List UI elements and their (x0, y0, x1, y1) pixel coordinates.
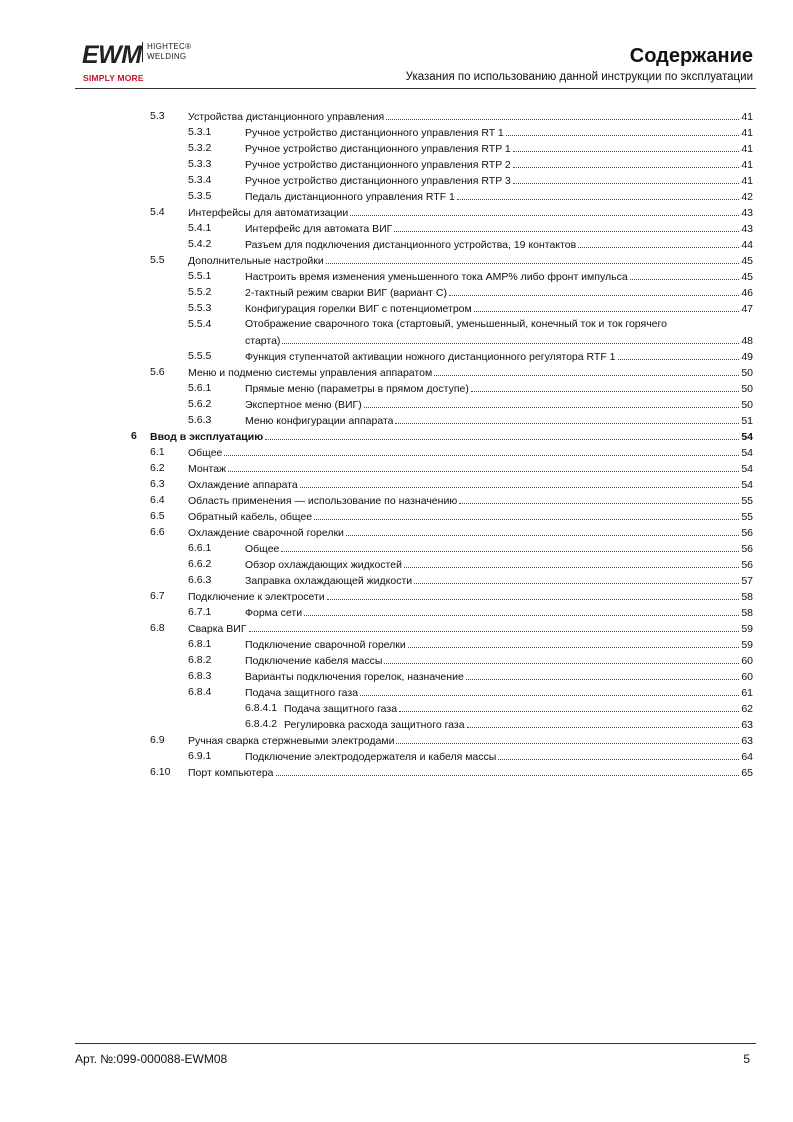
toc-entry-title: Подача защитного газа (245, 687, 359, 699)
toc-entry-number: 6.6.2 (188, 558, 212, 570)
toc-entry-title: Форма сети (245, 607, 303, 619)
header-divider (75, 88, 756, 89)
dot-leader (314, 508, 739, 520)
toc-entry-title: Подключение сварочной горелки (245, 639, 406, 651)
page-number: 5 (743, 1052, 750, 1066)
toc-entry-number: 6.4 (150, 494, 165, 506)
footer-divider (75, 1043, 756, 1044)
toc-entry[interactable] (0, 556, 793, 572)
dot-leader (350, 204, 739, 216)
toc-entry[interactable] (0, 124, 793, 140)
dot-leader (399, 700, 739, 712)
toc-entry-page: 54 (741, 431, 753, 443)
dot-leader (506, 124, 740, 136)
toc-entry[interactable] (0, 188, 793, 204)
toc-entry[interactable] (0, 284, 793, 300)
toc-entry[interactable] (0, 204, 793, 220)
dot-leader (395, 412, 739, 424)
toc-entry-page: 58 (741, 607, 753, 619)
dot-leader (228, 460, 739, 472)
toc-entry[interactable] (0, 364, 793, 380)
toc-entry-page: 47 (741, 303, 753, 315)
toc-entry-page: 45 (741, 255, 753, 267)
toc-entry-number: 6.2 (150, 462, 165, 474)
dot-leader (466, 668, 740, 680)
dot-leader (396, 732, 739, 744)
toc-entry-title: Меню и подменю системы управления аппаратом (188, 367, 433, 379)
dot-leader (386, 108, 739, 120)
toc-entry-number: 5.6.3 (188, 414, 212, 426)
toc-entry-number: 5.3.5 (188, 190, 212, 202)
toc-entry-number: 6.6.3 (188, 574, 212, 586)
toc-entry-page: 64 (741, 751, 753, 763)
toc-entry-number: 6.8.1 (188, 638, 212, 650)
toc-entry-title: Функция ступенчатой активации ножного дистанционного регулятора RTF 1 (245, 351, 616, 363)
dot-leader (364, 396, 740, 408)
toc-entry-title: Экспертное меню (ВИГ) (245, 399, 362, 411)
dot-leader (414, 572, 739, 584)
toc-entry-number: 5.6 (150, 366, 165, 378)
toc-entry-number: 6.7.1 (188, 606, 212, 618)
dot-leader (224, 444, 739, 456)
toc-entry-page: 54 (741, 447, 753, 459)
toc-entry-title: Область применения — использование по назначению (188, 495, 458, 507)
dot-leader (513, 172, 740, 184)
toc-entry-page: 55 (741, 511, 753, 523)
dot-leader (578, 236, 739, 248)
dot-leader (360, 684, 739, 696)
toc-entry-page: 50 (741, 399, 753, 411)
toc-entry-title: Охлаждение аппарата (188, 479, 298, 491)
toc-entry-page: 63 (741, 719, 753, 731)
toc-entry[interactable] (0, 620, 793, 636)
toc-entry-title: Дополнительные настройки (188, 255, 324, 267)
toc-entry-title: Порт компьютера (188, 767, 274, 779)
toc-entry[interactable] (0, 652, 793, 668)
logo-wordmark: EWM (82, 41, 142, 69)
toc-entry-page: 41 (741, 159, 753, 171)
toc-entry[interactable] (0, 396, 793, 412)
toc-entry-number: 5.5.5 (188, 350, 212, 362)
dot-leader (449, 284, 739, 296)
toc-entry[interactable] (0, 300, 793, 316)
dot-leader (467, 716, 740, 728)
toc-entry-title: Сварка ВИГ (188, 623, 247, 635)
toc-entry[interactable] (0, 412, 793, 428)
toc-entry-title: Подключение электрододержателя и кабеля массы (245, 751, 497, 763)
toc-entry[interactable] (0, 220, 793, 236)
toc-entry-title: Подача защитного газа (284, 703, 398, 715)
toc-entry[interactable] (0, 428, 793, 444)
toc-entry[interactable] (0, 540, 793, 556)
dot-leader (471, 380, 739, 392)
table-of-contents (0, 108, 793, 780)
dot-leader (265, 428, 739, 440)
dot-leader (404, 556, 739, 568)
dot-leader (457, 188, 739, 200)
dot-leader (630, 268, 740, 280)
toc-entry-page: 56 (741, 559, 753, 571)
toc-entry-title: Настроить время изменения уменьшенного тока AMP% либо фронт импульса (245, 271, 628, 283)
toc-entry-number: 5.3.4 (188, 174, 212, 186)
toc-entry-title: Ручное устройство дистанционного управления RT 1 (245, 127, 504, 139)
toc-entry-title: Педаль дистанционного управления RTF 1 (245, 191, 455, 203)
toc-entry[interactable] (0, 748, 793, 764)
toc-entry-page: 43 (741, 223, 753, 235)
toc-entry-title: Меню конфигурации аппарата (245, 415, 394, 427)
toc-entry-page: 54 (741, 479, 753, 491)
dot-leader (618, 348, 740, 360)
toc-entry[interactable] (0, 604, 793, 620)
toc-entry-page: 59 (741, 639, 753, 651)
toc-entry-number: 5.5.2 (188, 286, 212, 298)
toc-entry[interactable] (0, 268, 793, 284)
toc-entry-page: 55 (741, 495, 753, 507)
toc-entry[interactable] (0, 588, 793, 604)
toc-entry-page: 51 (741, 415, 753, 427)
toc-entry-title: Охлаждение сварочной горелки (188, 527, 344, 539)
page-subtitle: Указания по использованию данной инструкции по эксплуатации (405, 71, 753, 83)
toc-entry-number: 5.6.2 (188, 398, 212, 410)
dot-leader (281, 540, 739, 552)
toc-entry-number: 6.5 (150, 510, 165, 522)
toc-entry-title: Варианты подключения горелок, назначение (245, 671, 464, 683)
logo-line-1: HIGHTEC® (147, 42, 192, 51)
toc-entry-page: 50 (741, 383, 753, 395)
dot-leader (513, 156, 740, 168)
toc-entry[interactable] (0, 348, 793, 364)
toc-entry-number: 6.1 (150, 446, 165, 458)
toc-entry-page: 65 (741, 767, 753, 779)
toc-entry-number: 5.5.1 (188, 270, 212, 282)
toc-entry[interactable] (0, 316, 793, 348)
logo-hightec-welding (142, 42, 191, 62)
dot-leader (276, 764, 740, 776)
toc-entry-page: 43 (741, 207, 753, 219)
toc-entry[interactable] (0, 700, 793, 716)
toc-entry[interactable] (0, 444, 793, 460)
dot-leader (304, 604, 739, 616)
toc-entry-title: Ручная сварка стержневыми электродами (188, 735, 395, 747)
toc-entry-number: 6.8.2 (188, 654, 212, 666)
toc-entry-page: 48 (741, 335, 753, 347)
toc-entry-number: 6.10 (150, 766, 171, 778)
toc-entry-title: Заправка охлаждающей жидкости (245, 575, 413, 587)
article-number: Арт. №:099-000088-EWM08 (75, 1052, 228, 1066)
toc-entry-title: Общее (245, 543, 280, 555)
toc-entry-title: Ввод в эксплуатацию (150, 431, 264, 443)
toc-entry-page: 41 (741, 127, 753, 139)
toc-entry-page: 56 (741, 543, 753, 555)
toc-entry[interactable] (0, 492, 793, 508)
toc-entry-number: 6.9 (150, 734, 165, 746)
toc-entry[interactable] (0, 684, 793, 700)
dot-leader (434, 364, 739, 376)
toc-entry[interactable] (0, 508, 793, 524)
toc-entry-title: Конфигурация горелки ВИГ с потенциометром (245, 303, 472, 315)
toc-entry[interactable] (0, 236, 793, 252)
toc-entry-page: 61 (741, 687, 753, 699)
logo-slogan: SIMPLY MORE (83, 73, 144, 83)
toc-entry-page: 41 (741, 175, 753, 187)
toc-entry-title: Монтаж (188, 463, 227, 475)
toc-entry[interactable] (0, 732, 793, 748)
dot-leader (327, 588, 740, 600)
toc-entry-number: 5.4.2 (188, 238, 212, 250)
toc-entry-title: Интерфейсы для автоматизации (188, 207, 349, 219)
toc-entry-page: 58 (741, 591, 753, 603)
toc-entry-page: 42 (741, 191, 753, 203)
toc-entry-title: Отображение сварочного тока (стартовый, уменьшенный, конечный ток и ток горячего (245, 318, 667, 330)
toc-entry[interactable] (0, 108, 793, 124)
toc-entry-number: 5.5 (150, 254, 165, 266)
toc-entry-page: 60 (741, 671, 753, 683)
dot-leader (498, 748, 739, 760)
dot-leader (282, 332, 739, 344)
dot-leader (249, 620, 740, 632)
toc-entry[interactable] (0, 476, 793, 492)
toc-entry[interactable] (0, 172, 793, 188)
toc-entry-title: Прямые меню (параметры в прямом доступе) (245, 383, 469, 395)
toc-entry-page: 46 (741, 287, 753, 299)
toc-entry-page: 45 (741, 271, 753, 283)
toc-entry-title: Устройства дистанционного управления (188, 111, 385, 123)
ewm-logo (82, 40, 202, 86)
toc-entry-number: 6 (131, 430, 137, 442)
dot-leader (459, 492, 739, 504)
dot-leader (346, 524, 739, 536)
toc-entry-number: 5.6.1 (188, 382, 212, 394)
toc-entry-title: Подключение кабеля массы (245, 655, 383, 667)
dot-leader (513, 140, 740, 152)
toc-entry-page: 62 (741, 703, 753, 715)
toc-entry-title: Обратный кабель, общее (188, 511, 313, 523)
toc-entry-number: 5.3.2 (188, 142, 212, 154)
toc-entry-number: 5.3.3 (188, 158, 212, 170)
toc-entry[interactable] (0, 524, 793, 540)
toc-entry-number: 5.5.3 (188, 302, 212, 314)
toc-entry-page: 59 (741, 623, 753, 635)
logo-line-2: WELDING (147, 52, 187, 61)
dot-leader (300, 476, 740, 488)
toc-entry-page: 41 (741, 111, 753, 123)
toc-entry-title: старта) (245, 335, 281, 347)
toc-entry-number: 6.7 (150, 590, 165, 602)
toc-entry[interactable] (0, 572, 793, 588)
toc-entry[interactable] (0, 156, 793, 172)
toc-entry[interactable] (0, 140, 793, 156)
toc-entry-page: 41 (741, 143, 753, 155)
toc-entry-title: Ручное устройство дистанционного управления RTP 3 (245, 175, 511, 187)
toc-entry-page: 63 (741, 735, 753, 747)
toc-entry-number: 5.5.4 (188, 318, 212, 330)
dot-leader (384, 652, 739, 664)
toc-entry-number: 5.4 (150, 206, 165, 218)
toc-entry-number: 5.3.1 (188, 126, 212, 138)
toc-entry-number: 6.3 (150, 478, 165, 490)
toc-entry-number: 6.6.1 (188, 542, 212, 554)
dot-leader (474, 300, 740, 312)
toc-entry[interactable] (0, 252, 793, 268)
toc-entry-page: 50 (741, 367, 753, 379)
toc-entry-number: 6.9.1 (188, 750, 212, 762)
toc-entry-page: 44 (741, 239, 753, 251)
toc-entry-title: Общее (188, 447, 223, 459)
toc-entry-number: 6.8.3 (188, 670, 212, 682)
toc-entry[interactable] (0, 668, 793, 684)
toc-entry-page: 56 (741, 527, 753, 539)
toc-entry-number: 5.3 (150, 110, 165, 122)
toc-entry-title: Ручное устройство дистанционного управления RTP 2 (245, 159, 511, 171)
toc-entry-title: Ручное устройство дистанционного управления RTP 1 (245, 143, 511, 155)
page-title: Содержание (629, 45, 753, 67)
toc-entry[interactable] (0, 380, 793, 396)
toc-entry-page: 54 (741, 463, 753, 475)
toc-entry[interactable] (0, 716, 793, 732)
toc-entry-number: 6.8.4.2 (245, 718, 278, 730)
toc-entry-title: Регулировка расхода защитного газа (284, 719, 465, 731)
toc-entry-title: Обзор охлаждающих жидкостей (245, 559, 402, 571)
toc-entry-number: 6.8.4 (188, 686, 212, 698)
toc-entry-title: 2-тактный режим сварки ВИГ (вариант С) (245, 287, 447, 299)
toc-entry[interactable] (0, 636, 793, 652)
toc-entry-number: 6.6 (150, 526, 165, 538)
toc-entry-title: Интерфейс для автомата ВИГ (245, 223, 393, 235)
toc-entry-title: Разъем для подключения дистанционного устройства, 19 контактов (245, 239, 577, 251)
dot-leader (408, 636, 740, 648)
toc-entry-number: 6.8 (150, 622, 165, 634)
toc-entry[interactable] (0, 764, 793, 780)
dot-leader (394, 220, 739, 232)
toc-entry-number: 6.8.4.1 (245, 702, 278, 714)
toc-entry-page: 49 (741, 351, 753, 363)
toc-entry-title: Подключение к электросети (188, 591, 325, 603)
toc-entry-number: 5.4.1 (188, 222, 212, 234)
toc-entry[interactable] (0, 460, 793, 476)
toc-entry-page: 60 (741, 655, 753, 667)
toc-entry-page: 57 (741, 575, 753, 587)
dot-leader (326, 252, 740, 264)
